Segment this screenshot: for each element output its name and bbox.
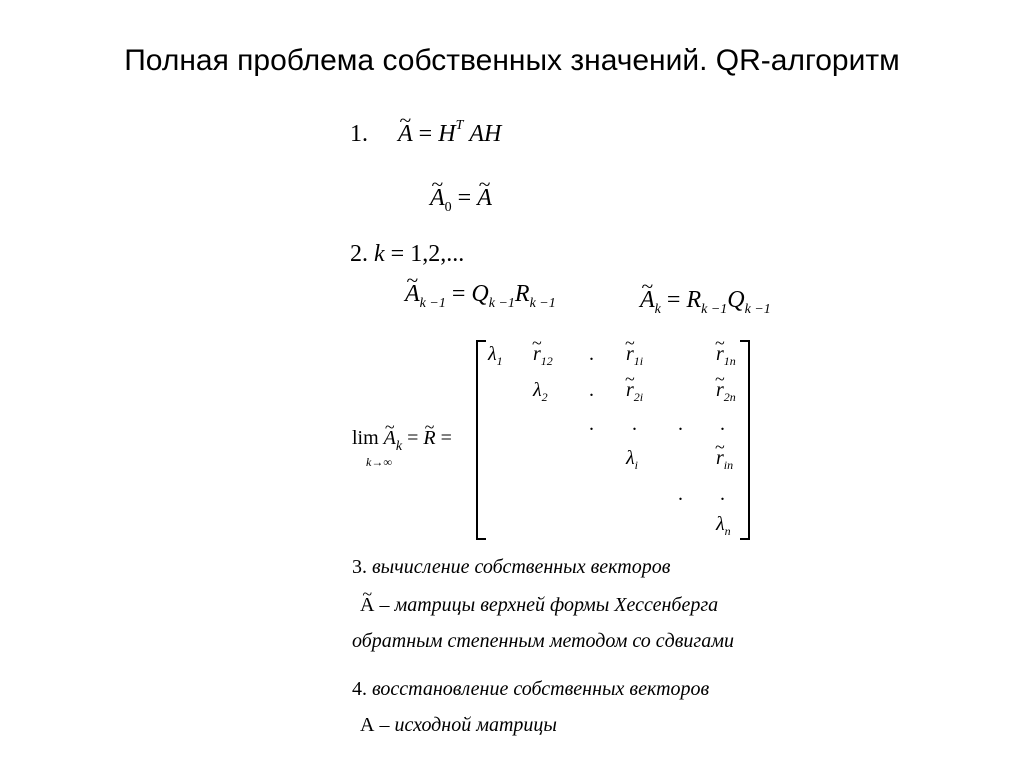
a-tilde: ~ A — [640, 288, 655, 312]
r-tilde: ~ r — [716, 448, 724, 468]
equals-sign: = — [418, 121, 433, 147]
matrix-cell-r1i — [626, 343, 644, 368]
subscript-k-minus-1: k −1 — [488, 296, 515, 311]
step4-line2 — [360, 714, 557, 737]
a-tilde: ~ A — [430, 186, 445, 210]
q-symbol: Q — [471, 281, 489, 307]
step3-text: – матрицы верхней формы Хессенберга — [379, 594, 719, 616]
subscript-k-minus-1: k −1 — [419, 296, 446, 311]
q-symbol: Q — [727, 287, 745, 313]
cell-subscript: 2n — [723, 390, 736, 404]
matrix-cell-dot: . — [589, 379, 594, 401]
subscript-k: k — [395, 439, 403, 454]
lambda-symbol: λ — [488, 343, 497, 365]
matrix-cell-rin — [716, 447, 734, 472]
a-tilde: ~ A — [405, 282, 420, 306]
equals-sign: = — [457, 185, 472, 211]
r-tilde: ~ R — [423, 428, 435, 448]
r-tilde: ~ r — [533, 344, 541, 364]
matrix-cell-dot: . — [678, 413, 683, 435]
matrix-cell-dot: . — [589, 343, 594, 365]
a-tilde: ~ A — [360, 594, 374, 617]
lim-subscript: k→∞ — [366, 455, 392, 469]
subscript-zero: 0 — [444, 200, 452, 215]
r-symbol: R — [686, 287, 702, 313]
lambda-symbol: λ — [533, 379, 542, 401]
matrix-cell-r12 — [533, 343, 553, 368]
step4-text: – исходной матрицы — [379, 714, 557, 736]
matrix-cell-r1n — [716, 343, 736, 368]
r-symbol: R — [514, 281, 530, 307]
cell-subscript: 1 — [496, 354, 503, 368]
matrix-cell-dot: . — [678, 483, 683, 505]
step3-line3: обратным степенным методом со сдвигами — [352, 630, 734, 652]
lim-operator: lim — [352, 427, 379, 449]
step4-text: восстановление собственных векторов — [372, 678, 710, 700]
equals-sign: = — [440, 427, 452, 449]
equals-sign: = — [666, 287, 681, 313]
r-tilde: ~ r — [716, 380, 724, 400]
a0-formula — [430, 185, 492, 215]
step3-line1 — [352, 556, 670, 579]
a-symbol: A — [360, 714, 375, 736]
subscript-k-minus-1: k −1 — [529, 296, 556, 311]
a-tilde: ~ A — [477, 186, 492, 210]
step2-header — [350, 242, 464, 266]
r-tilde: ~ r — [716, 344, 724, 364]
subscript-k: k — [654, 302, 661, 317]
matrix-cell-lambda-2 — [533, 379, 548, 404]
lambda-symbol: λ — [626, 447, 635, 469]
cell-subscript: in — [723, 458, 734, 472]
matrix-cell-dot: . — [589, 413, 594, 435]
matrix-cell-dot: . — [720, 483, 725, 505]
a-tilde: ~ A — [384, 428, 396, 448]
cell-subscript: 2i — [633, 390, 644, 404]
lambda-symbol: λ — [716, 513, 725, 535]
matrix-cell-lambda-i — [626, 447, 639, 472]
k-symbol: k — [374, 241, 385, 267]
subscript-k-minus-1: k −1 — [744, 302, 771, 317]
slide-title: Полная проблема собственных значений. QR-алгоритм — [124, 44, 900, 77]
cell-subscript: 1n — [723, 354, 736, 368]
r-tilde: ~ r — [626, 344, 634, 364]
matrix-cell-lambda-1 — [488, 343, 503, 368]
cell-subscript: 12 — [540, 354, 553, 368]
step4-line1 — [352, 678, 709, 701]
step1-formula — [350, 118, 502, 147]
matrix-cell-r2i — [626, 379, 644, 404]
step1-number: 1. — [350, 121, 368, 147]
step2-number: 2. — [350, 241, 368, 267]
step3-text: вычисление собственных векторов — [372, 556, 671, 578]
step4-number: 4. — [352, 678, 367, 700]
matrix-cell-r2n — [716, 379, 736, 404]
subscript-k-minus-1: k −1 — [701, 302, 728, 317]
rq-product-formula — [640, 287, 771, 317]
transpose-superscript: T — [455, 118, 464, 133]
equals-sign: = — [407, 427, 419, 449]
cell-subscript: n — [724, 524, 731, 538]
matrix-right-bracket — [740, 340, 750, 540]
qr-decomposition-formula — [405, 281, 556, 311]
equals-sign: = — [451, 281, 466, 307]
step3-number: 3. — [352, 556, 367, 578]
cell-subscript: 2 — [541, 390, 548, 404]
matrix-cell-dot: . — [720, 413, 725, 435]
matrix-left-bracket — [476, 340, 486, 540]
k-range: = 1,2,... — [390, 241, 465, 267]
r-tilde: ~ r — [626, 380, 634, 400]
step3-line2 — [360, 594, 718, 617]
ah-symbol: AH — [469, 121, 502, 147]
limit-expression — [352, 427, 452, 454]
a-tilde: ~ A — [398, 122, 413, 146]
matrix-cell-dot: . — [632, 413, 637, 435]
cell-subscript: 1i — [633, 354, 644, 368]
matrix-cell-lambda-n — [716, 513, 731, 538]
h-symbol: H — [438, 121, 456, 147]
cell-subscript: i — [634, 458, 639, 472]
